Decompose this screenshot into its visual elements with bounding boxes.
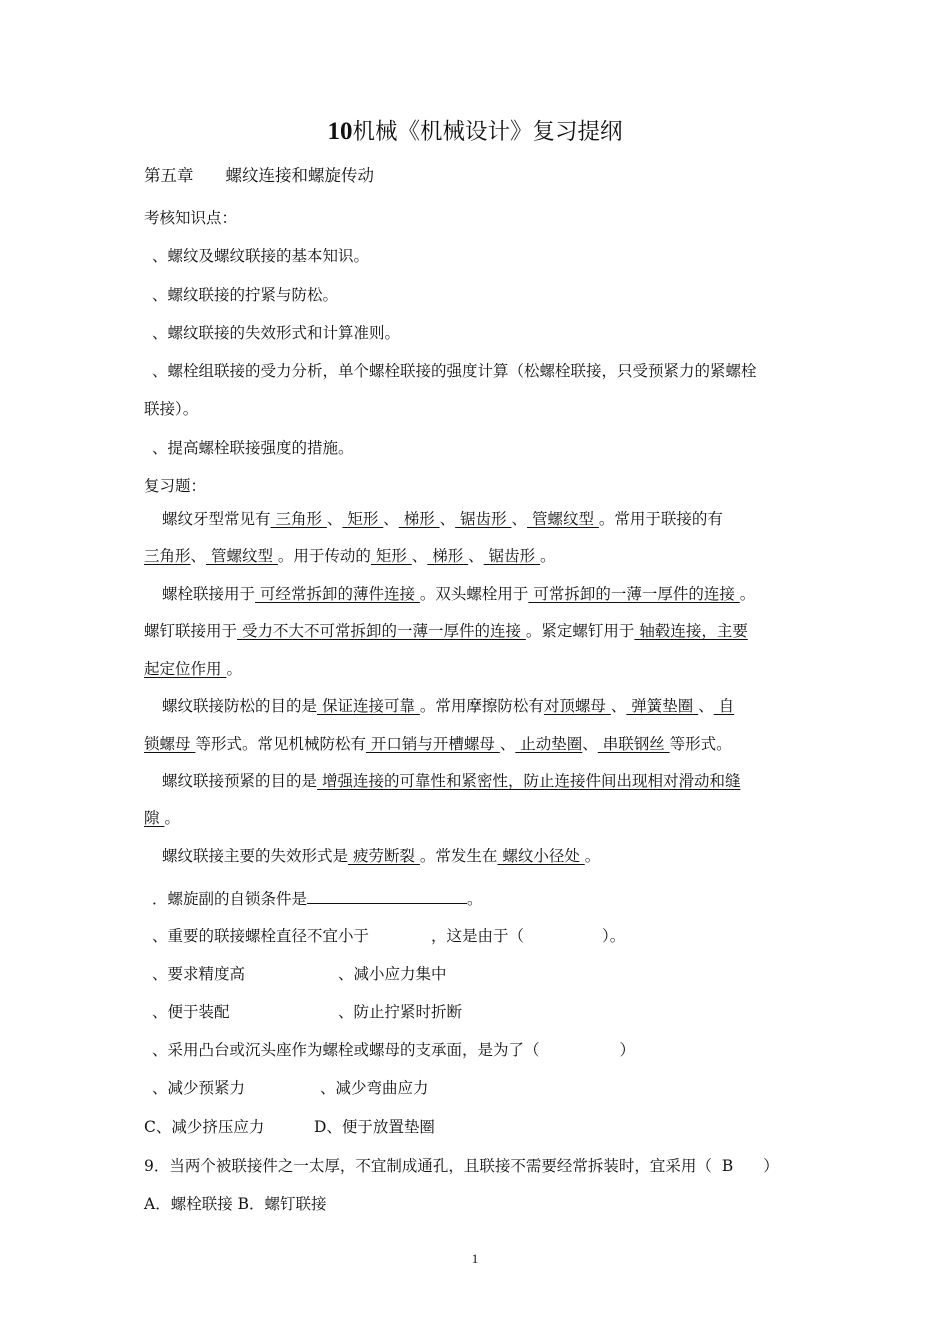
question-text: 。 <box>584 847 601 865</box>
question-text: 螺纹联接主要的失效形式是 <box>162 847 349 865</box>
question-text: 。用于传动的 <box>277 547 371 565</box>
knowledge-item: 、螺纹及螺纹联接的基本知识。 <box>152 247 370 265</box>
question-text: 。 <box>226 660 242 678</box>
question-1-line-1 <box>144 509 808 529</box>
option: 、减少预紧力 <box>152 1079 246 1097</box>
question-text: ，这是由于（ <box>431 927 525 945</box>
separator: 、 <box>698 697 714 715</box>
question-text: 。双头螺栓用于 <box>419 585 529 603</box>
answer-blank: 受力不大不可常拆卸的一薄一厚件的连接 <box>237 622 526 640</box>
answer-blank: 隙 <box>144 809 165 827</box>
answer-blank: 矩形 <box>370 547 412 565</box>
answer-blank: 锯齿形 <box>483 547 541 565</box>
empty-blank <box>307 888 467 904</box>
chapter-name: 螺纹连接和螺旋传动 <box>225 166 374 185</box>
question-text: 。紧定螺钉用于 <box>525 622 635 640</box>
answer-blank: 管螺纹型 <box>206 547 278 565</box>
separator: 、 <box>582 735 598 753</box>
question-text: ）。 <box>602 927 626 945</box>
question-7-options-row-2 <box>144 1002 808 1022</box>
question-text: 等形式。 <box>669 735 732 753</box>
answer-blank: 可常拆卸的一薄一厚件的连接 <box>528 585 740 603</box>
answer-blank: 三角形 <box>270 510 327 528</box>
answer-blank: 止动垫圈 <box>515 735 583 753</box>
knowledge-item: 、螺纹联接的拧紧与防松。 <box>152 286 339 304</box>
answer-blank: 开口销与开槽螺母 <box>365 735 500 753</box>
answer-blank: 自 <box>713 697 735 715</box>
separator: 、 <box>468 547 484 565</box>
answer-blank: 矩形 <box>342 510 384 528</box>
page-title <box>0 118 950 146</box>
option: 、减少弯曲应力 <box>320 1079 429 1097</box>
knowledge-item-continued: 联接）。 <box>144 400 199 418</box>
review-heading: 复习题： <box>144 477 207 495</box>
answer-text: B <box>721 1157 734 1175</box>
option: 、便于装配 <box>152 1003 230 1021</box>
question-text: ．螺旋副的自锁条件是 <box>152 890 308 908</box>
question-2-line-1 <box>144 584 808 604</box>
question-1-line-2 <box>144 546 808 566</box>
question-text: ） <box>763 1157 779 1175</box>
answer-blank: 三角形 <box>144 547 191 565</box>
answer-blank: 梯形 <box>398 510 440 528</box>
title-text: 机械《机械设计》复习提纲 <box>352 119 623 145</box>
chapter-number: 第五章 <box>144 166 194 185</box>
answer-blank: 可经常拆卸的薄件连接 <box>255 585 420 603</box>
separator: 、 <box>511 510 528 528</box>
question-7-options-row-1 <box>144 964 808 984</box>
chapter-heading <box>144 166 808 186</box>
question-text: 。常用摩擦防松有 <box>419 697 544 715</box>
option: 、要求精度高 <box>152 965 246 983</box>
question-text: 。常发生在 <box>419 847 498 865</box>
answer-blank: 串联钢丝 <box>597 735 670 753</box>
answer-blank: 锁螺母 <box>144 735 196 753</box>
question-2-line-3 <box>144 659 808 679</box>
question-text: 螺钉联接用于 <box>144 622 238 640</box>
option: D、便于放置垫圈 <box>314 1118 435 1136</box>
question-9 <box>144 1156 808 1176</box>
separator: 、 <box>610 697 627 715</box>
question-2-line-2 <box>144 621 808 641</box>
separator: 、 <box>499 735 516 753</box>
page-number: 1 <box>471 1251 479 1266</box>
question-text: 。 <box>467 890 483 908</box>
answer-blank: 增强连接的可靠性和紧密性，防止连接件间出现相对滑动和缝 <box>317 772 741 790</box>
answer-blank: 保证连接可靠 <box>317 697 420 715</box>
answer-blank: 对顶螺母 <box>543 697 611 715</box>
answer-blank: 螺纹小径处 <box>497 847 585 865</box>
question-text: 。 <box>164 809 180 827</box>
answer-blank: 弹簧垫圈 <box>626 697 699 715</box>
answer-blank: 管螺纹型 <box>527 510 599 528</box>
question-3-line-1 <box>144 696 808 716</box>
question-8-options-row-1 <box>144 1078 808 1098</box>
question-text: ） <box>619 1041 636 1059</box>
answer-blank: 锯齿形 <box>455 510 512 528</box>
question-text: 。常用于联接的有 <box>598 510 723 528</box>
knowledge-item: 、螺纹联接的失效形式和计算准则。 <box>152 324 401 342</box>
answer-blank: 疲劳断裂 <box>348 847 420 865</box>
question-text: 。 <box>540 547 556 565</box>
question-3-line-2 <box>144 734 808 754</box>
question-text: 、采用凸台或沉头座作为螺栓或螺母的支承面，是为了（ <box>152 1041 540 1059</box>
question-8 <box>144 1040 808 1060</box>
separator: 、 <box>439 510 456 528</box>
question-text: 、重要的联接螺栓直径不宜小于 <box>152 927 370 945</box>
question-5 <box>144 846 808 866</box>
question-text: 。 <box>739 585 756 603</box>
answer-blank: 梯形 <box>427 547 469 565</box>
option: 、减小应力集中 <box>338 965 447 983</box>
question-text: 9．当两个被联接件之一太厚，不宜制成通孔，且联接不需要经常拆装时，宜采用（ <box>144 1157 712 1175</box>
question-text: 螺纹牙型常见有 <box>162 510 271 528</box>
question-text: 螺栓联接用于 <box>162 585 256 603</box>
separator: 、 <box>383 510 399 528</box>
title-number: 10 <box>327 118 353 145</box>
separator: 、 <box>190 547 207 565</box>
option: C、减少挤压应力 <box>144 1118 265 1136</box>
question-text: 螺纹联接防松的目的是 <box>162 697 318 715</box>
question-9-options: A．螺栓联接 B．螺钉联接 <box>144 1195 327 1213</box>
knowledge-item: 、提高螺栓联接强度的措施。 <box>152 439 354 457</box>
question-8-options-row-2 <box>144 1117 808 1137</box>
answer-blank: 轴毂连接，主要 <box>634 622 748 640</box>
question-text: 等形式。常见机械防松有 <box>195 735 366 753</box>
question-6 <box>144 888 808 909</box>
answer-blank: 起定位作用 <box>144 660 227 678</box>
option: 、防止拧紧时折断 <box>338 1003 463 1021</box>
question-text: 螺纹联接预紧的目的是 <box>162 772 318 790</box>
question-4-line-1 <box>144 771 808 791</box>
question-4-line-2 <box>144 808 808 828</box>
knowledge-heading: 考核知识点： <box>144 209 238 227</box>
question-7 <box>144 926 808 946</box>
separator: 、 <box>411 547 428 565</box>
separator: 、 <box>326 510 343 528</box>
knowledge-item: 、螺栓组联接的受力分析，单个螺栓联接的强度计算（松螺栓联接，只受预紧力的紧螺栓 <box>152 362 757 380</box>
